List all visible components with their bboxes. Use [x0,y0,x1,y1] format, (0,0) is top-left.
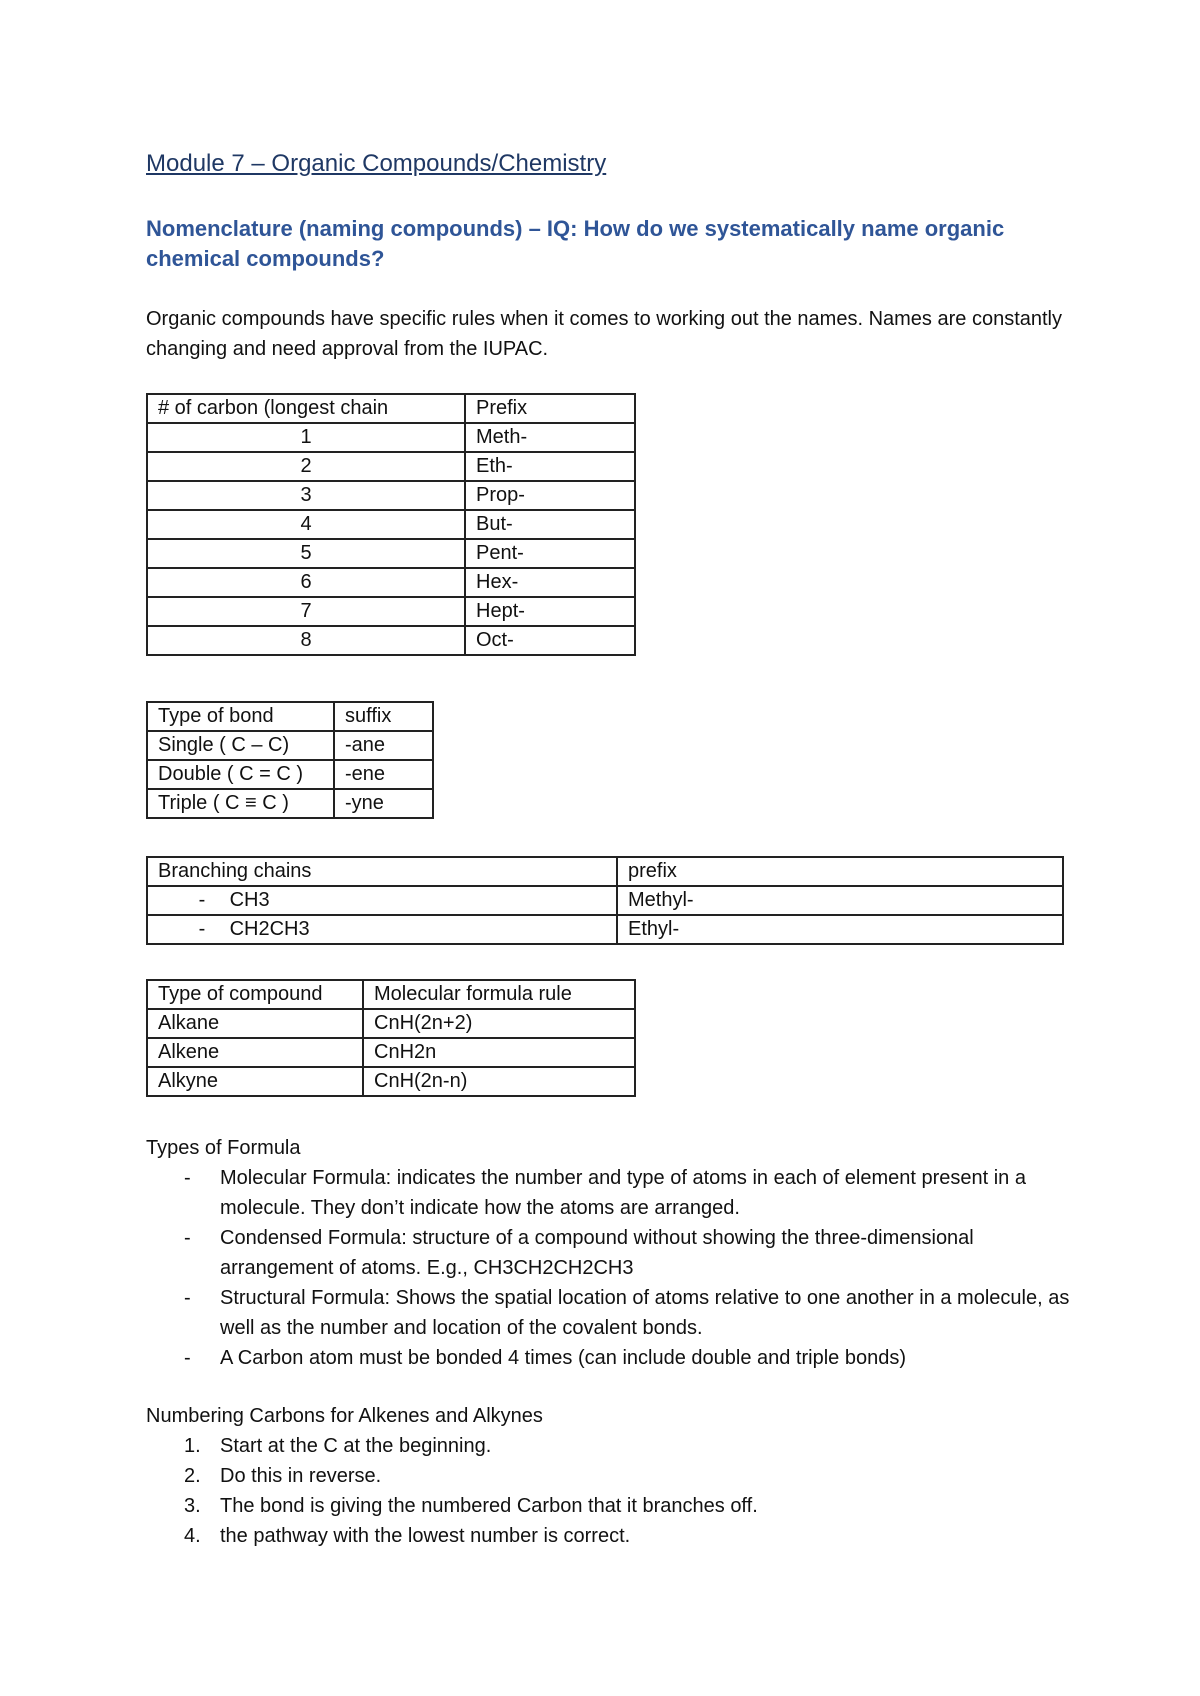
list-item-text: Molecular Formula: indicates the number and type of atoms in each of element present in a molecule. They don’t indicate how the atoms are arranged. [220,1167,1026,1219]
table-row [147,1009,635,1038]
table-row [147,789,433,818]
table-header-cell: Molecular formula rule [363,980,635,1009]
table-header-row [147,702,433,731]
compound-formula-table [146,979,636,1097]
table-cell: 3 [147,481,465,510]
page-title: Module 7 – Organic Compounds/Chemistry [146,150,607,177]
table-row [147,597,635,626]
table-cell: Alkane [147,1009,363,1038]
carbon-prefix-table [146,393,636,656]
table-row [147,568,635,597]
table-cell: Hex- [465,568,635,597]
list-item-text: Structural Formula: Shows the spatial location of atoms relative to one another in a molecule, as well as the number and location of the covalent bonds. [220,1287,1070,1339]
list-item-text: the pathway with the lowest number is correct. [220,1525,631,1547]
list-number: 4. [184,1525,201,1547]
table-row [147,915,1063,944]
table-cell: 8 [147,626,465,655]
list-item [146,1491,1086,1521]
section-title: Numbering Carbons for Alkenes and Alkynes [146,1405,543,1427]
table-cell: But- [465,510,635,539]
numbering-carbons-section [146,1401,1086,1551]
list-dash: - [184,1167,191,1189]
list-item [146,1431,1086,1461]
chain-formula: CH3 [229,889,270,911]
list-number: 1. [184,1435,201,1457]
list-item [146,1343,1086,1373]
table-header-cell: Branching chains [147,857,617,886]
list-dash: - [184,1347,191,1369]
table-header-row [147,394,635,423]
list-item [146,1461,1086,1491]
table-row [147,731,433,760]
table-cell: Double ( C = C ) [147,760,334,789]
table-cell: Single ( C – C) [147,731,334,760]
table-cell: 2 [147,452,465,481]
table-cell: Ethyl- [617,915,1063,944]
table-cell: 6 [147,568,465,597]
list-number: 3. [184,1495,201,1517]
list-dash: - [184,1287,191,1309]
list-item [146,1163,1086,1223]
table-cell: Prop- [465,481,635,510]
table-row [147,539,635,568]
list-item-text: A Carbon atom must be bonded 4 times (can include double and triple bonds) [220,1347,906,1369]
table-header-row [147,980,635,1009]
table-row [147,452,635,481]
table-header-cell: # of carbon (longest chain [147,394,465,423]
chain-formula: CH2CH3 [229,918,310,940]
list-item [146,1283,1086,1343]
table-cell: Alkene [147,1038,363,1067]
list-item-text: Do this in reverse. [220,1465,382,1487]
table-header-row [147,857,1063,886]
table-cell: Alkyne [147,1067,363,1096]
table-header-cell: Type of compound [147,980,363,1009]
list-number: 2. [184,1465,201,1487]
branching-chains-table [146,856,1064,945]
table-cell: 1 [147,423,465,452]
table-cell: 7 [147,597,465,626]
types-of-formula-section [146,1133,1086,1373]
table-cell [147,915,617,944]
list-item-text: Condensed Formula: structure of a compound without showing the three-dimensional arrangement of atoms. E.g., CH3CH2CH2CH3 [220,1227,974,1279]
table-cell: 5 [147,539,465,568]
table-cell [147,886,617,915]
list-dash: - [198,918,206,940]
section-title: Types of Formula [146,1137,301,1159]
list-dash: - [184,1227,191,1249]
table-header-cell: prefix [617,857,1063,886]
list-item-text: The bond is giving the numbered Carbon that it branches off. [220,1495,758,1517]
table-header-cell: Type of bond [147,702,334,731]
table-row [147,423,635,452]
list-dash: - [198,889,206,911]
table-cell: Pent- [465,539,635,568]
table-cell: 4 [147,510,465,539]
list-item-text: Start at the C at the beginning. [220,1435,492,1457]
table-row [147,886,1063,915]
table-cell: CnH(2n+2) [363,1009,635,1038]
table-cell: Eth- [465,452,635,481]
list-item [146,1521,1086,1551]
table-cell: CnH(2n-n) [363,1067,635,1096]
table-header-cell: Prefix [465,394,635,423]
table-cell: -ane [334,731,433,760]
table-row [147,1038,635,1067]
table-cell: Triple ( C ≡ C ) [147,789,334,818]
table-row [147,760,433,789]
table-cell: Hept- [465,597,635,626]
table-row [147,1067,635,1096]
numbering-list [146,1431,1086,1551]
table-row [147,481,635,510]
table-row [147,510,635,539]
list-item [146,1223,1086,1283]
table-cell: CnH2n [363,1038,635,1067]
section-heading: Nomenclature (naming compounds) – IQ: How do we systematically name organic chemical compounds? [146,216,1005,271]
table-row [147,626,635,655]
bond-suffix-table [146,701,434,819]
formula-list [146,1163,1086,1373]
table-cell: Methyl- [617,886,1063,915]
table-header-cell: suffix [334,702,433,731]
table-cell: -yne [334,789,433,818]
intro-paragraph: Organic compounds have specific rules when it comes to working out the names. Names are constantly changing and need approval from the IUPAC. [146,308,1062,360]
table-cell: -ene [334,760,433,789]
table-cell: Meth- [465,423,635,452]
table-cell: Oct- [465,626,635,655]
